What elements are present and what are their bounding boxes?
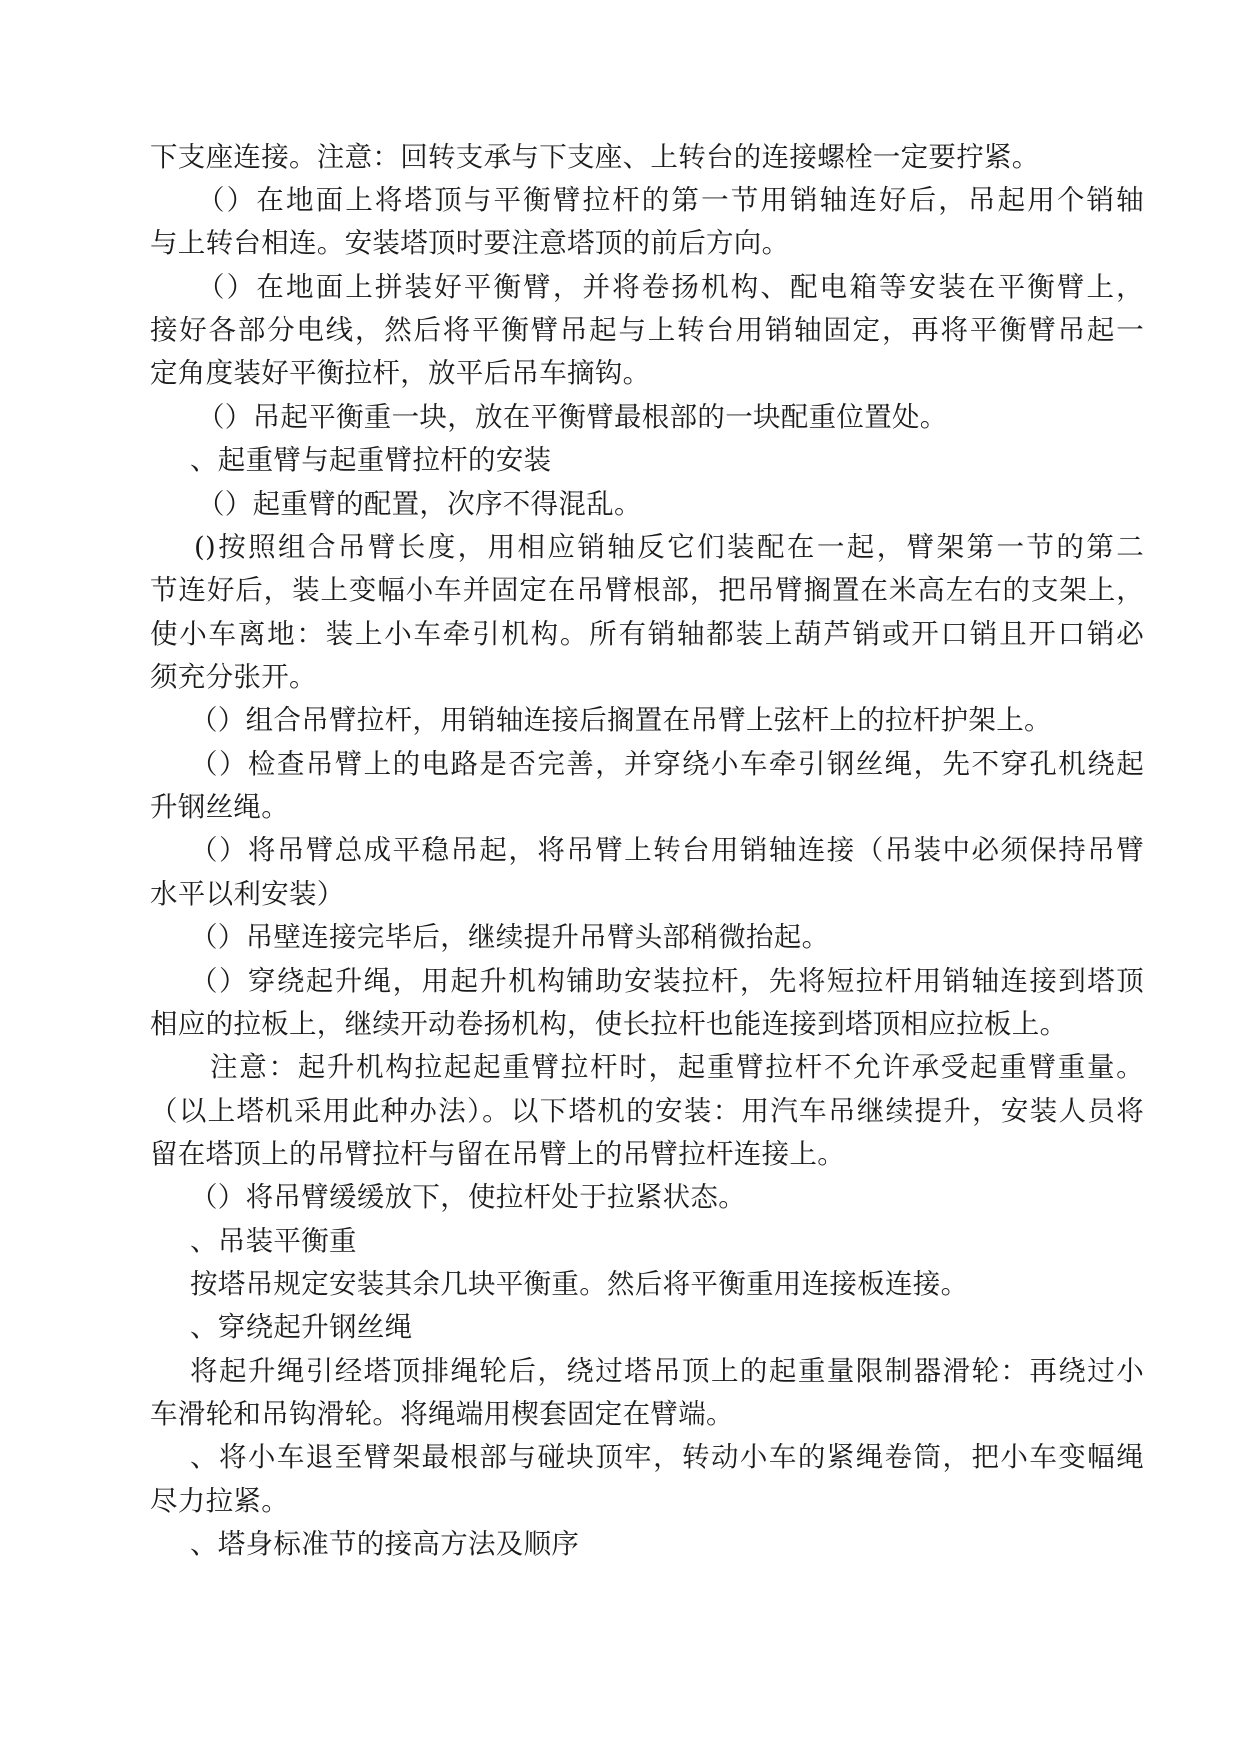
text-line: 、将小车退至臂架最根部与碰块顶牢，转动小车的紧绳卷筒，把小车变幅绳 [190,1441,1144,1473]
text-line: 节连好后，装上变幅小车并固定在吊臂根部，把吊臂搁置在米高左右的支架上， [150,574,1144,606]
text-line: 使小车离地：装上小车牵引机构。所有销轴都装上葫芦销或开口销且开口销必 [150,618,1144,650]
text-line: 升钢丝绳。 [150,791,289,823]
text-line: 相应的拉板上，继续开动卷扬机构，使长拉杆也能连接到塔顶相应拉板上。 [150,1008,1068,1040]
text-line: 与上转台相连。安装塔顶时要注意塔顶的前后方向。 [150,227,790,259]
section-heading: 、起重臂与起重臂拉杆的安装 [190,444,552,476]
text-line: 车滑轮和吊钩滑轮。将绳端用楔套固定在臂端。 [150,1398,734,1430]
section-heading: 、穿绕起升钢丝绳 [190,1311,413,1343]
text-line: ()按照组合吊臂长度，用相应销轴反它们装配在一起，臂架第一节的第二 [194,531,1144,563]
text-line: 下支座连接。注意：回转支承与下支座、上转台的连接螺栓一定要拧紧。 [150,141,1040,173]
text-line: （）组合吊臂拉杆，用销轴连接后搁置在吊臂上弦杆上的拉杆护架上。 [190,704,1052,736]
text-line: （）在地面上拼装好平衡臂，并将卷扬机构、配电箱等安装在平衡臂上， [197,271,1144,303]
text-line: （）吊壁连接完毕后，继续提升吊臂头部稍微抬起。 [190,921,830,953]
text-line: 定角度装好平衡拉杆，放平后吊车摘钩。 [150,357,651,389]
text-line: （以上塔机采用此种办法）。以下塔机的安装：用汽车吊继续提升，安装人员将 [150,1095,1144,1127]
text-line: 将起升绳引经塔顶排绳轮后，绕过塔吊顶上的起重量限制器滑轮：再绕过小 [190,1355,1144,1387]
text-line: 须充分张开。 [150,661,317,693]
text-line: （）起重臂的配置，次序不得混乱。 [197,488,642,520]
text-line: （）检查吊臂上的电路是否完善，并穿绕小车牵引钢丝绳，先不穿孔机绕起 [190,748,1144,780]
text-line: 留在塔顶上的吊臂拉杆与留在吊臂上的吊臂拉杆连接上。 [150,1138,845,1170]
text-line: （）将吊臂缓缓放下，使拉杆处于拉紧状态。 [190,1181,746,1213]
text-line: 按塔吊规定安装其余几块平衡重。然后将平衡重用连接板连接。 [190,1268,969,1300]
text-line: 尽力拉紧。 [150,1485,289,1517]
text-line: 接好各部分电线，然后将平衡臂吊起与上转台用销轴固定，再将平衡臂吊起一 [150,314,1144,346]
text-line: 水平以利安装） [150,878,345,910]
section-heading: 、吊装平衡重 [190,1225,357,1257]
text-line: 注意：起升机构拉起起重臂拉杆时，起重臂拉杆不允许承受起重臂重量。 [210,1051,1144,1083]
section-heading: 、塔身标准节的接高方法及顺序 [190,1528,580,1560]
text-line: （）在地面上将塔顶与平衡臂拉杆的第一节用销轴连好后，吊起用个销轴 [197,184,1144,216]
text-line: （）吊起平衡重一块，放在平衡臂最根部的一块配重位置处。 [197,401,948,433]
text-line: （）穿绕起升绳，用起升机构铺助安装拉杆，先将短拉杆用销轴连接到塔顶 [190,965,1144,997]
text-line: （）将吊臂总成平稳吊起，将吊臂上转台用销轴连接（吊装中必须保持吊臂 [190,834,1144,866]
